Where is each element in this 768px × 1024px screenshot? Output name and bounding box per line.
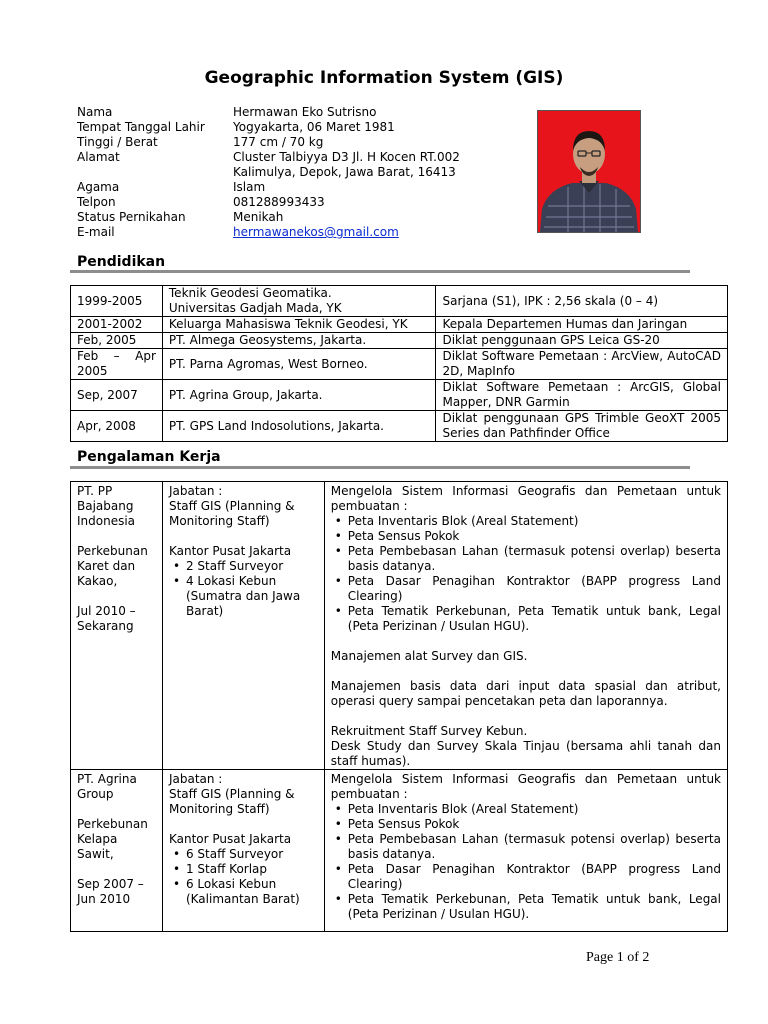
list-item: • Peta Dasar Penagihan Kontraktor (BAPP progress Land Clearing) [348, 862, 721, 892]
institution-cell: Keluarga Mahasiswa Teknik Geodesi, YK [162, 317, 436, 333]
position-cell [162, 482, 324, 770]
personal-row-birth [77, 120, 460, 135]
office-location: Kantor Pusat Jakarta [168, 544, 292, 558]
result-cell: Diklat Software Pemetaan : ArcGIS, Global Mapper, DNR Garmin [436, 380, 728, 411]
personal-info [77, 105, 460, 240]
company-sector: Perkebunan Kelapa Sawit, [77, 817, 148, 861]
personal-row-height-weight [77, 135, 460, 150]
period-cell: 2001-2002 [71, 317, 163, 333]
maps-list [331, 514, 721, 634]
company-name: PT. PP Bajabang Indonesia [77, 484, 136, 528]
field-label: Alamat [77, 150, 120, 164]
experience-table [70, 481, 728, 932]
period-cell: Feb – Apr 2005 [71, 349, 163, 380]
job-period: Jul 2010 – Sekarang [77, 604, 136, 633]
field-value: Islam [233, 180, 266, 194]
duty-text: Desk Study dan Survey Skala Tinjau (bersama ahli tanah dan staff humas). [330, 739, 721, 768]
table-row [71, 333, 728, 349]
period-cell: Feb, 2005 [71, 333, 163, 349]
field-label: Nama [77, 105, 113, 119]
field-label: Agama [77, 180, 120, 194]
table-row [71, 411, 728, 442]
table-row [71, 770, 728, 932]
section-divider [70, 270, 690, 273]
position-cell [162, 770, 324, 932]
company-sector: Perkebunan Karet dan Kakao, [77, 544, 148, 588]
person-portrait-icon [538, 111, 640, 232]
duties-cell [324, 770, 727, 932]
field-label: E-mail [77, 225, 115, 239]
personal-row-religion [77, 180, 460, 195]
result-cell: Kepala Departemen Humas dan Jaringan [436, 317, 728, 333]
table-row [71, 349, 728, 380]
list-item: • Peta Sensus Pokok [348, 817, 721, 832]
list-item: • Peta Inventaris Blok (Areal Statement) [348, 514, 721, 529]
result-cell: Diklat penggunaan GPS Leica GS-20 [436, 333, 728, 349]
institution-cell: Teknik Geodesi Geomatika. Universitas Gadjah Mada, YK [162, 286, 436, 317]
field-value: Hermawan Eko Sutrisno [233, 105, 377, 119]
personal-row-address-line2 [77, 165, 460, 180]
list-item: • Peta Sensus Pokok [348, 529, 721, 544]
period-cell: Apr, 2008 [71, 411, 163, 442]
position-label: Jabatan : [168, 772, 223, 786]
field-value: 081288993433 [233, 195, 325, 209]
office-location: Kantor Pusat Jakarta [168, 832, 292, 846]
list-item: • Peta Tematik Perkebunan, Peta Tematik untuk bank, Legal (Peta Perizinan / Usulan HGU). [348, 604, 721, 634]
email-link[interactable]: hermawanekos@gmail.com [233, 225, 399, 239]
company-name: PT. Agrina Group [77, 772, 137, 801]
table-row [71, 317, 728, 333]
field-value: Cluster Talbiyya D3 Jl. H Kocen RT.002 [233, 150, 460, 164]
maps-list [331, 802, 721, 922]
institution-cell: PT. GPS Land Indosolutions, Jakarta. [162, 411, 436, 442]
personal-row-address [77, 150, 460, 165]
list-item: • 6 Lokasi Kebun (Kalimantan Barat) [186, 877, 318, 907]
period-cell: Sep, 2007 [71, 380, 163, 411]
table-row [71, 286, 728, 317]
position-title: Staff GIS (Planning & Monitoring Staff) [168, 787, 295, 816]
company-cell [71, 770, 163, 932]
duties-intro: Mengelola Sistem Informasi Geografis dan Pemetaan untuk pembuatan : [330, 484, 721, 513]
institution-cell: PT. Parna Agromas, West Borneo. [162, 349, 436, 380]
list-item: • 4 Lokasi Kebun (Sumatra dan Jawa Barat) [186, 574, 318, 619]
team-list [169, 559, 318, 619]
education-heading: Pendidikan [77, 254, 166, 270]
field-label: Tinggi / Berat [77, 135, 158, 149]
field-value: Kalimulya, Depok, Jawa Barat, 16413 [233, 165, 456, 179]
list-item: • 2 Staff Surveyor [186, 559, 318, 574]
period-cell: 1999-2005 [71, 286, 163, 317]
experience-heading: Pengalaman Kerja [77, 449, 221, 465]
result-cell: Sarjana (S1), IPK : 2,56 skala (0 – 4) [436, 286, 728, 317]
section-divider [70, 466, 690, 469]
list-item: • 6 Staff Surveyor [186, 847, 318, 862]
table-row [71, 380, 728, 411]
education-table [70, 285, 728, 442]
personal-row-name [77, 105, 460, 120]
document-title: Geographic Information System (GIS) [204, 68, 564, 88]
duty-text: Manajemen basis data dari input data spasial dan atribut, operasi query sampai pencetakan peta dan laporannya. [330, 679, 721, 708]
field-value: 177 cm / 70 kg [233, 135, 324, 149]
field-value: Menikah [233, 210, 284, 224]
personal-row-phone [77, 195, 460, 210]
field-label: Status Pernikahan [77, 210, 186, 224]
field-label: Tempat Tanggal Lahir [77, 120, 205, 134]
list-item: • Peta Pembebasan Lahan (termasuk potensi overlap) beserta basis datanya. [348, 544, 721, 574]
list-item: • Peta Dasar Penagihan Kontraktor (BAPP progress Land Clearing) [348, 574, 721, 604]
institution-cell: PT. Almega Geosystems, Jakarta. [162, 333, 436, 349]
page-number: Page 1 of 2 [586, 950, 650, 965]
team-list [169, 847, 318, 907]
field-label: Telpon [77, 195, 116, 209]
personal-row-marital [77, 210, 460, 225]
duty-text: Manajemen alat Survey dan GIS. [330, 649, 528, 663]
duty-text: Rekruitment Staff Survey Kebun. [330, 724, 528, 738]
field-value: Yogyakarta, 06 Maret 1981 [233, 120, 395, 134]
position-label: Jabatan : [168, 484, 223, 498]
institution-cell: PT. Agrina Group, Jakarta. [162, 380, 436, 411]
field-label [77, 165, 233, 180]
list-item: • Peta Pembebasan Lahan (termasuk potensi overlap) beserta basis datanya. [348, 832, 721, 862]
result-cell: Diklat Software Pemetaan : ArcView, AutoCAD 2D, MapInfo [436, 349, 728, 380]
table-row [71, 482, 728, 770]
position-title: Staff GIS (Planning & Monitoring Staff) [168, 499, 295, 528]
result-cell: Diklat penggunaan GPS Trimble GeoXT 2005 Series dan Pathfinder Office [436, 411, 728, 442]
company-cell [71, 482, 163, 770]
job-period: Sep 2007 – Jun 2010 [77, 877, 144, 906]
personal-row-email [77, 225, 460, 240]
duties-intro: Mengelola Sistem Informasi Geografis dan Pemetaan untuk pembuatan : [330, 772, 721, 801]
list-item: • Peta Tematik Perkebunan, Peta Tematik untuk bank, Legal (Peta Perizinan / Usulan HGU). [348, 892, 721, 922]
list-item: • Peta Inventaris Blok (Areal Statement) [348, 802, 721, 817]
duties-cell [324, 482, 727, 770]
list-item: • 1 Staff Korlap [186, 862, 318, 877]
profile-photo [537, 110, 641, 233]
